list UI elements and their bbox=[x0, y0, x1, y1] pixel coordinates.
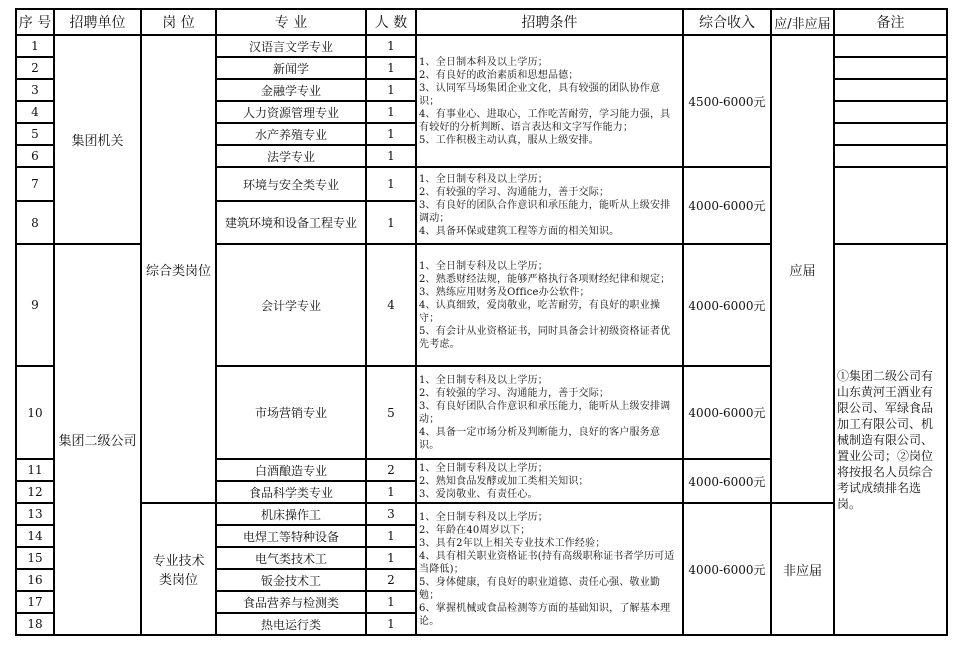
major-cell: 法学专业 bbox=[216, 145, 366, 167]
row-no: 14 bbox=[16, 525, 54, 547]
notes-cell bbox=[834, 145, 947, 167]
row-no: 16 bbox=[16, 569, 54, 591]
condition-line: 4、认真细致，爱岗敬业，吃苦耐劳，有良好的职业操守； bbox=[419, 299, 661, 324]
major-cell: 热电运行类 bbox=[216, 613, 366, 635]
count-cell: 1 bbox=[366, 79, 416, 101]
condition-line: 1、全日制专科及以上学历； bbox=[419, 260, 548, 272]
row-no: 2 bbox=[16, 57, 54, 79]
major-cell: 机床操作工 bbox=[216, 503, 366, 525]
row-no: 10 bbox=[16, 366, 54, 459]
condition-line: 2、熟知食品发酵或加工类相关知识； bbox=[419, 475, 589, 487]
conditions-cell bbox=[416, 35, 683, 167]
notes-cell bbox=[834, 79, 947, 101]
condition-line: 2、有良好的政治素质和思想品德； bbox=[419, 69, 579, 81]
header-income: 综合收入 bbox=[683, 9, 771, 35]
position-type-cell: 综合类岗位 bbox=[141, 35, 216, 503]
header-row bbox=[16, 9, 947, 35]
condition-line: 2、熟悉财经法规，能够严格执行各项财经纪律和规定； bbox=[419, 273, 671, 285]
condition-line: 4、具有相关职业资格证书(持有高级职称证书者学历可适当降低)； bbox=[419, 550, 675, 575]
row-no: 3 bbox=[16, 79, 54, 101]
notes-cell bbox=[834, 101, 947, 123]
count-cell: 1 bbox=[366, 57, 416, 79]
unit-cell: 集团二级公司 bbox=[54, 244, 141, 635]
row-no: 1 bbox=[16, 35, 54, 57]
major-cell: 环境与安全类专业 bbox=[216, 167, 366, 201]
table-row bbox=[16, 35, 947, 57]
row-no: 5 bbox=[16, 123, 54, 145]
row-no: 12 bbox=[16, 481, 54, 503]
condition-line: 3、有良好团队合作意识和承压能力，能听从上级安排调动； bbox=[419, 400, 671, 425]
condition-line: 3、具有2年以上相关专业技术工作经验； bbox=[419, 537, 606, 549]
count-cell: 1 bbox=[366, 547, 416, 569]
row-no: 9 bbox=[16, 244, 54, 366]
major-cell: 人力资源管理专业 bbox=[216, 101, 366, 123]
notes-cell: ①集团二级公司有山东黄河王酒业有限公司、军绿食品加工有限公司、机械制造有限公司、置业公司；②岗位将按报名人员综合考试成绩排名选岗。 bbox=[834, 244, 947, 635]
header-conditions: 招聘条件 bbox=[416, 9, 683, 35]
condition-line: 2、有较强的学习、沟通能力，善于交际； bbox=[419, 387, 610, 399]
count-cell: 1 bbox=[366, 145, 416, 167]
condition-line: 3、熟练应用财务及Office办公软件； bbox=[419, 286, 590, 298]
position-type-cell: 专业技术类岗位 bbox=[141, 503, 216, 635]
row-no: 4 bbox=[16, 101, 54, 123]
major-cell: 钣金技术工 bbox=[216, 569, 366, 591]
header-position: 岗 位 bbox=[141, 9, 216, 35]
row-no: 8 bbox=[16, 201, 54, 244]
condition-line: 1、全日制专科及以上学历； bbox=[419, 511, 548, 523]
major-cell: 新闻学 bbox=[216, 57, 366, 79]
count-cell: 1 bbox=[366, 123, 416, 145]
count-cell: 1 bbox=[366, 101, 416, 123]
income-cell: 4000-6000元 bbox=[683, 459, 771, 503]
count-cell: 1 bbox=[366, 35, 416, 57]
graduate-status-cell: 应届 bbox=[771, 35, 834, 503]
major-cell: 食品科学类专业 bbox=[216, 481, 366, 503]
notes-cell bbox=[834, 123, 947, 145]
condition-line: 1、全日制本科及以上学历； bbox=[419, 56, 548, 68]
count-cell: 2 bbox=[366, 459, 416, 481]
condition-line: 3、爱岗敬业、有责任心。 bbox=[419, 488, 538, 500]
condition-line: 2、年龄在40周岁以下； bbox=[419, 524, 531, 536]
condition-line: 1、全日制专科及以上学历； bbox=[419, 462, 548, 474]
major-cell: 会计学专业 bbox=[216, 244, 366, 366]
row-no: 17 bbox=[16, 591, 54, 613]
income-cell: 4000-6000元 bbox=[683, 167, 771, 244]
header-unit: 招聘单位 bbox=[54, 9, 141, 35]
row-no: 18 bbox=[16, 613, 54, 635]
count-cell: 4 bbox=[366, 244, 416, 366]
condition-line: 3、有良好的团队合作意识和承压能力，能听从上级安排调动； bbox=[419, 200, 671, 224]
notes-cell bbox=[834, 57, 947, 79]
row-no: 7 bbox=[16, 167, 54, 201]
income-cell: 4500-6000元 bbox=[683, 35, 771, 167]
notes-cell bbox=[834, 167, 947, 244]
major-cell: 食品营养与检测类 bbox=[216, 591, 366, 613]
row-no: 11 bbox=[16, 459, 54, 481]
major-cell: 白酒酿造专业 bbox=[216, 459, 366, 481]
income-cell: 4000-6000元 bbox=[683, 244, 771, 366]
conditions-cell bbox=[416, 244, 683, 366]
count-cell: 1 bbox=[366, 481, 416, 503]
condition-line: 3、认同军马场集团企业文化，具有较强的团队协作意识； bbox=[419, 82, 661, 107]
header-no: 序 号 bbox=[16, 9, 54, 35]
recruitment-table bbox=[15, 8, 948, 636]
major-cell: 金融学专业 bbox=[216, 79, 366, 101]
condition-line: 5、有会计从业资格证书，同时具备会计初级资格证者优先考虑。 bbox=[419, 325, 671, 350]
header-graduate-status: 应/非应届 bbox=[771, 9, 834, 35]
count-cell: 2 bbox=[366, 569, 416, 591]
income-cell: 4000-6000元 bbox=[683, 366, 771, 459]
major-cell: 电气类技术工 bbox=[216, 547, 366, 569]
conditions-cell bbox=[416, 167, 683, 244]
count-cell: 1 bbox=[366, 201, 416, 244]
condition-line: 1、全日制专科及以上学历； bbox=[419, 174, 548, 185]
major-cell: 市场营销专业 bbox=[216, 366, 366, 459]
major-cell: 水产养殖专业 bbox=[216, 123, 366, 145]
count-cell: 1 bbox=[366, 167, 416, 201]
condition-line: 5、工作积极主动认真，服从上级安排。 bbox=[419, 134, 599, 146]
condition-line: 6、掌握机械或食品检测等方面的基础知识，了解基本理论。 bbox=[419, 602, 671, 627]
count-cell: 1 bbox=[366, 613, 416, 635]
conditions-cell bbox=[416, 503, 683, 635]
count-cell: 1 bbox=[366, 591, 416, 613]
header-major: 专 业 bbox=[216, 9, 366, 35]
condition-line: 2、有较强的学习、沟通能力，善于交际； bbox=[419, 187, 610, 198]
row-no: 13 bbox=[16, 503, 54, 525]
count-cell: 5 bbox=[366, 366, 416, 459]
major-cell: 电焊工等特种设备 bbox=[216, 525, 366, 547]
header-count: 人 数 bbox=[366, 9, 416, 35]
row-no: 6 bbox=[16, 145, 54, 167]
condition-line: 4、具备环保或建筑工程等方面的相关知识。 bbox=[419, 226, 620, 237]
count-cell: 3 bbox=[366, 503, 416, 525]
header-notes: 备注 bbox=[834, 9, 947, 35]
condition-line: 5、身体健康，有良好的职业道德、责任心强、敬业勤勉； bbox=[419, 576, 661, 601]
conditions-cell bbox=[416, 459, 683, 503]
condition-line: 4、具备一定市场分析及判断能力，良好的客户服务意识。 bbox=[419, 426, 661, 451]
condition-line: 4、有事业心、进取心，工作吃苦耐劳，学习能力强，具有较好的分析判断、语言表达和文字写作能力； bbox=[419, 108, 671, 133]
income-cell: 4000-6000元 bbox=[683, 503, 771, 635]
conditions-cell bbox=[416, 366, 683, 459]
major-cell: 建筑环境和设备工程专业 bbox=[216, 201, 366, 244]
notes-cell bbox=[834, 35, 947, 57]
major-cell: 汉语言文学专业 bbox=[216, 35, 366, 57]
table-row bbox=[16, 503, 947, 525]
count-cell: 1 bbox=[366, 525, 416, 547]
condition-line: 1、全日制专科及以上学历； bbox=[419, 374, 548, 386]
graduate-status-cell: 非应届 bbox=[771, 503, 834, 635]
row-no: 15 bbox=[16, 547, 54, 569]
unit-cell: 集团机关 bbox=[54, 35, 141, 244]
